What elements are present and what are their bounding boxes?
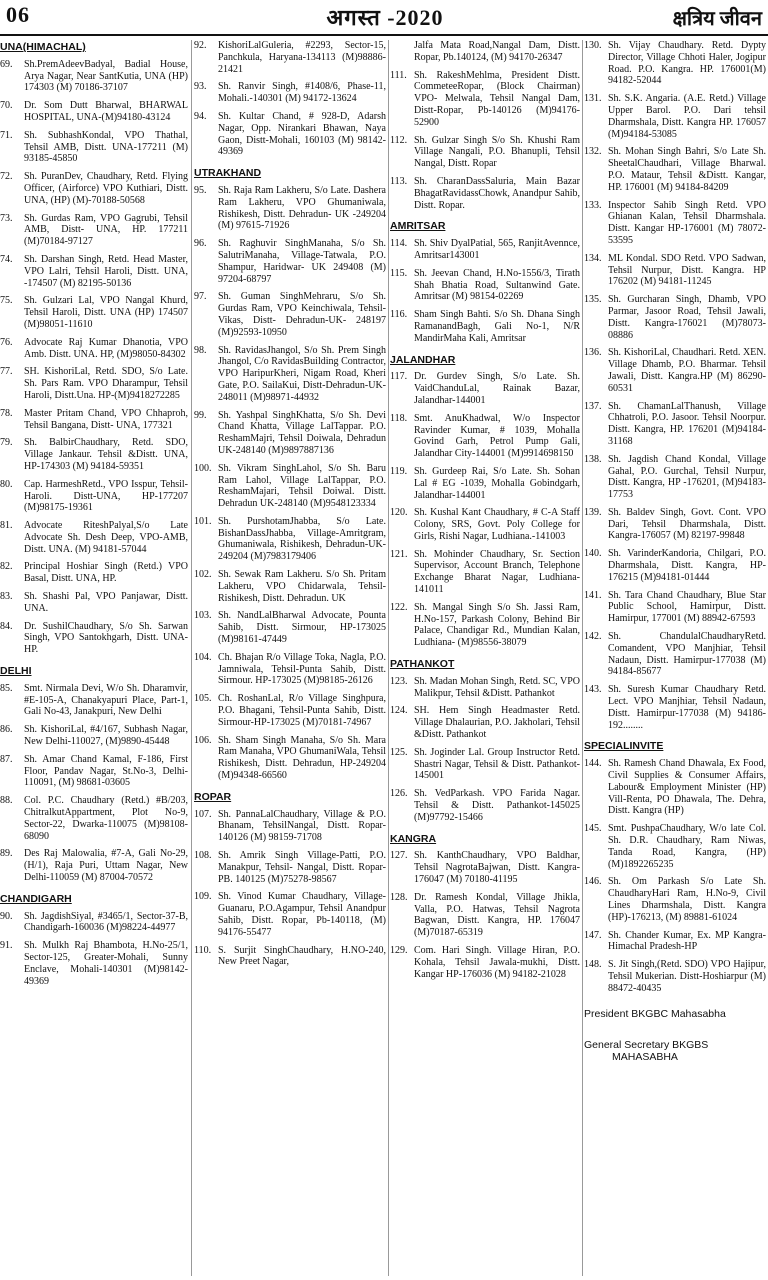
member-entry xyxy=(584,347,766,394)
entry-text: Sh. RavidasJhangol, S/o Sh. Prem Singh Jhangol, C/o RavidasBuilding Contractor, VPO HaripurKheri, Nigam Road, Kheri Gate, P.O. SailaKui, Distt-Dehradun-UK-248011 (M)98971-44932 xyxy=(218,344,386,403)
entry-number: 110. xyxy=(194,944,212,956)
entry-text: Sh. Gulzari Lal, VPO Nangal Khurd, Tehsil Haroli, Distt. UNA (HP) 174507 (M)98051-11610 xyxy=(24,295,188,330)
entry-number: 142. xyxy=(584,631,602,643)
member-entry xyxy=(194,735,386,782)
member-entry xyxy=(0,621,188,656)
column-4 xyxy=(584,40,766,1276)
entry-text: Sh. S.K. Angaria. (A.E. Retd.) Village Upper Barol. P.O. Dari tehsil Dharmshala, Distt. Kangra HP. 176057 (M)94184-53085 xyxy=(608,93,766,140)
member-entry xyxy=(0,337,188,361)
section-heading: SPECIALINVITE xyxy=(584,740,664,753)
entry-number: 126. xyxy=(390,788,408,800)
member-entry xyxy=(0,171,188,206)
member-entry xyxy=(584,684,766,731)
entry-number: 122. xyxy=(390,601,408,613)
entry-text: Sh. Shashi Pal, VPO Panjawar, Distt. UNA. xyxy=(24,591,188,614)
entry-text: Sh. Amrik Singh Village-Patti, P.O. Manakpur, Tehsil- Nangal, Distt. Ropar- PB. 140125 (M)75278-98567 xyxy=(218,850,386,885)
member-entry xyxy=(194,410,386,457)
member-entry xyxy=(584,401,766,448)
entry-text: Des Raj Malowalia, #7-A, Gali No-29, (H/1), Raja Puri, Uttam Nagar, New Delhi-110059 (M) 87004-70572 xyxy=(24,848,188,884)
member-entry xyxy=(0,561,188,585)
member-entry xyxy=(0,254,188,289)
entry-number: 72. xyxy=(0,171,13,183)
entry-text: Sh. VedParkash. VPO Farida Nagar. Tehsil & Distt. Pathankot-145025 (M)97792-15466 xyxy=(414,788,580,823)
member-entry xyxy=(390,176,580,211)
entry-number: 106. xyxy=(194,734,212,746)
entry-text: Sh. Yashpal SinghKhatta, S/o Sh. Devi Chand Khatta, Village LalTappar. P.O. ReshamMajri, Tehsil Doiwala, Dehradun UK-248140 (M)9897887136 xyxy=(218,409,386,456)
member-entry xyxy=(390,309,580,344)
entry-text: Smt. Nirmala Devi, W/o Sh. Dharamvir, #E-105-A, Chanakyapuri Place, Part-1, Gali No-43, Janakpuri, New Delhi xyxy=(24,682,188,718)
section-heading: CHANDIGARH xyxy=(0,892,72,905)
entry-number: 128. xyxy=(390,891,408,903)
member-entry xyxy=(390,466,580,501)
entry-number: 77. xyxy=(0,366,13,378)
entry-number: 133. xyxy=(584,199,602,211)
entry-number: 85. xyxy=(0,682,13,694)
column-divider xyxy=(191,40,192,1276)
entry-number: 139. xyxy=(584,506,602,518)
member-entry xyxy=(390,676,580,700)
entry-number: 109. xyxy=(194,891,212,903)
entry-text: Sh. Suresh Kumar Chaudhary Retd. Lect. VPO Manjhiar, Tehsil Nadaun, Distt. Hamirpur-177038 (M) 94186-192........ xyxy=(608,684,766,731)
entry-number: 145. xyxy=(584,823,602,835)
member-entry xyxy=(0,479,188,514)
member-entry xyxy=(390,238,580,262)
entry-text: Sh. Raghuvir SinghManaha, S/o Sh. SalutriManaha, Village-Tatwala, P.O. Shampur, Haridwar- UK 249408 (M) 97204-68797 xyxy=(218,238,386,285)
entry-text: Sh. Kushal Kant Chaudhary, # C-A Staff Colony, SRS, Govt. Poly College for Girls, Rishi Nagar, Ludhiana.-141003 xyxy=(414,507,580,542)
page-number: 06 xyxy=(6,2,30,27)
entry-number: 99. xyxy=(194,409,207,421)
entry-number: 137. xyxy=(584,400,602,412)
entry-text: Sh. PurshotamJhabba, S/o Late. BishanDassJhabba, Village-Amritgram, Ghumaniwala, Rishikesh, Dehradun-UK-249204 (M)7983179406 xyxy=(218,515,386,563)
entry-text: Sh. Shiv DyalPatial, 565, RanjitAvennce, Amritsar143001 xyxy=(414,238,580,261)
entry-text: Sh. BalbirChaudhary, Retd. SDO, Village Jankaur. Tehsil &Distt. UNA, HP-174303 (M) 94184-59351 xyxy=(24,437,188,472)
member-entry xyxy=(584,40,766,87)
member-entry xyxy=(194,569,386,604)
entry-text: Sh. Ranvir Singh, #1408/6, Phase-11, Mohali.-140301 (M) 94172-13624 xyxy=(218,81,386,105)
entry-text: Sh. Guman SinghMehraru, S/o Sh. Gurdas Ram, VPO Keinchiwala, Tehsil-Vikas, Distt- Dehradun-UK- 248197 (M)92593-10950 xyxy=(218,291,386,338)
entry-number: 86. xyxy=(0,724,13,736)
member-entry xyxy=(0,408,188,432)
entry-number: 98. xyxy=(194,344,207,356)
issue-date: अगस्त -2020 xyxy=(326,5,444,30)
member-entry xyxy=(390,413,580,460)
entry-number: 117. xyxy=(390,371,408,383)
member-entry xyxy=(194,809,386,844)
entry-text: SH. KishoriLal, Retd. SDO, S/o Late. Sh. Pars Ram. VPO Dharampur, Tehsil Haroli, Distt.Una. HP-(M)9418272285 xyxy=(24,366,188,401)
member-entry xyxy=(0,754,188,789)
member-entry xyxy=(390,507,580,542)
entry-number: 95. xyxy=(194,184,207,196)
entry-number: 143. xyxy=(584,684,602,696)
entry-number: 124. xyxy=(390,705,408,717)
entry-number: 116. xyxy=(390,309,408,321)
entry-text: Com. Hari Singh. Village Hiran, P.O. Kohala, Tehsil Jawala-mukhi, Distt. Kangar HP-176036 (M) 94182-21028 xyxy=(414,945,580,980)
entry-text: Sh. Darshan Singh, Retd. Head Master, VPO Lalri, Tehsil Haroli, Distt. UNA, -174507 (M) 82195-50136 xyxy=(24,253,188,289)
entry-text: Dr. Gurdev Singh, S/o Late. Sh. VaidChanduLal, Rainak Bazar, Jalandhar-144001 xyxy=(414,371,580,406)
entry-number: 147. xyxy=(584,929,602,941)
entry-number: 108. xyxy=(194,850,212,862)
entry-number: 79. xyxy=(0,437,13,449)
entry-text: Sh. Mohinder Chaudhary, Sr. Section Supervisor, Account Branch, Telephone Exchange Bharat Nagar, Ludhiana-141011 xyxy=(414,548,580,596)
member-entry xyxy=(390,70,580,129)
member-entry xyxy=(194,610,386,645)
secretary-signature-line2: MAHASABHA xyxy=(612,1051,678,1064)
member-entry xyxy=(194,81,386,105)
member-entry xyxy=(0,295,188,330)
member-entry xyxy=(584,454,766,501)
entry-text: Ch. RoshanLal, R/o Village Singhpura, P.O. Bhagani, Tehsil-Punta Sahib, Distt. Sirmour-HP-173025 (M)70181-74967 xyxy=(218,693,386,728)
entry-text: Sh. Vijay Chaudhary. Retd. Dypty Director, Village Chhoti Haler, Jogipur Road. P.O. Kangra. HP. 176001(M) 94182-52044 xyxy=(608,40,766,87)
entry-number: 104. xyxy=(194,651,212,663)
entry-text: KishoriLalGuleria, #2293, Sector-15, Panchkula, Haryana-134113 (M)98886-21421 xyxy=(218,40,386,75)
section-heading: PATHANKOT xyxy=(390,658,455,671)
entry-text: Sh.PremAdeevBadyal, Badial House, Arya Nagar, Near SantKutia, UNA (HP) 174303 (M) 70186-37107 xyxy=(24,58,188,94)
member-entry xyxy=(390,371,580,406)
entry-number: 130. xyxy=(584,40,602,51)
entry-number: 134. xyxy=(584,252,602,264)
entry-number: 114. xyxy=(390,238,408,250)
entry-number: 146. xyxy=(584,876,602,888)
member-entry xyxy=(584,294,766,341)
entry-number: 93. xyxy=(194,81,207,93)
entry-number: 69. xyxy=(0,58,13,70)
member-entry xyxy=(584,876,766,923)
entry-text: Smt. AnuKhadwal, W/o Inspector Ravinder Kumar, # 1039, Mohalla Govind Garh, Petrol Pump Gali, Jalandhar City-144001 (M)9914698150 xyxy=(414,412,580,460)
entry-text: Sh. Vikram SinghLahol, S/o Sh. Baru Ram Lahol, Village LalTappar, P.O. ReshamMajari, Tehsil Doiwal. Distt. Dehradun UK-248140 (M)9548123334 xyxy=(218,462,386,510)
member-entry xyxy=(584,631,766,678)
entry-text: Sh. Baldev Singh, Govt. Cont. VPO Dari, Tehsil Dharmshala, Distt. Kangra-176057 (M) 82197-99848 xyxy=(608,506,766,542)
member-entry xyxy=(0,911,188,935)
entry-text: Advocate Raj Kumar Dhanotia, VPO Amb. Distt. UNA. HP, (M)98050-84302 xyxy=(24,336,188,360)
entry-text: Sh. PannaLalChaudhary, Village & P.O. Bhanam, TehsilNangal, Distt. Ropar-140126 (M) 98159-71708 xyxy=(218,808,386,844)
member-entry xyxy=(0,683,188,718)
entry-number: 129. xyxy=(390,945,408,956)
member-entry xyxy=(0,520,188,555)
entry-text: Sh. Chander Kumar, Ex. MP Kangra-Himachal Pradesh-HP xyxy=(608,929,766,953)
member-entry xyxy=(390,850,580,885)
entry-text: Sh. NandLalBharwal Advocate, Pounta Sahib, Distt. Sirmour, HP-173025 (M)98161-47449 xyxy=(218,610,386,646)
entry-number: 92. xyxy=(194,40,207,51)
entry-number: 96. xyxy=(194,238,207,250)
member-entry xyxy=(194,463,386,510)
member-entry xyxy=(390,549,580,596)
entry-number: 70. xyxy=(0,100,13,112)
member-entry xyxy=(390,788,580,823)
entry-number: 141. xyxy=(584,589,602,601)
member-entry xyxy=(584,959,766,994)
entry-number: 80. xyxy=(0,478,13,490)
entry-text: Sh. Tara Chand Chaudhary, Blue Star Public School, Hamirpur, Distt. Hamirpur, 177001 (M) 88942-67593 xyxy=(608,589,766,625)
entry-text: Sh. ChamanLalThanush, Village Chhatroli, P.O. Jasoor. Tehsil Noorpur. Distt. Kangra, HP. 176201 (M)94184-31168 xyxy=(608,400,766,447)
member-entry xyxy=(584,253,766,288)
entry-number: 148. xyxy=(584,959,602,971)
entry-text: S. Jit Singh,(Retd. SDO) VPO Hajipur, Tehsil Mukerian. Distt-Hoshiarpur (M) 88472-40435 xyxy=(608,959,766,994)
entry-text: Sh. Madan Mohan Singh, Retd. SC, VPO Malikpur, Tehsil &Distt. Pathankot xyxy=(414,675,580,699)
entry-number: 119. xyxy=(390,465,408,477)
member-entry xyxy=(194,891,386,938)
member-entry xyxy=(194,945,386,969)
entry-number: 71. xyxy=(0,129,13,141)
entry-text: Smt. PushpaChaudhary, W/o late Col. Sh. D.R. Chaudhary, Ram Niwas, Tanda Road, Kangra, (HP)(M)1892265235 xyxy=(608,823,766,870)
entry-text: Sh. Amar Chand Kamal, F-186, First Floor, Pandav Nagar, St.No-3, Delhi-110091, (M) 98681-03605 xyxy=(24,753,188,789)
member-entry xyxy=(0,591,188,615)
member-entry xyxy=(0,437,188,472)
entry-number: 74. xyxy=(0,253,13,265)
member-entry xyxy=(194,238,386,285)
member-entry xyxy=(194,516,386,563)
entry-number: 127. xyxy=(390,850,408,862)
member-entry xyxy=(390,705,580,740)
entry-text: Ch. Bhajan R/o Village Toka, Nagla, P.O. Jamniwala, Tehsil-Punta Sahib, Distt. Sirmour. HP-173025 (M)98185-26126 xyxy=(218,651,386,687)
entry-number: 100. xyxy=(194,462,212,474)
member-entry xyxy=(0,795,188,842)
entry-number: 102. xyxy=(194,569,212,581)
entry-number: 140. xyxy=(584,548,602,560)
entry-number: 91. xyxy=(0,940,13,952)
column-4-items xyxy=(584,40,766,995)
entry-text: Sh. Sewak Ram Lakheru. S/o Sh. Pritam Lakheru, VPO Chidarwala, Tehsil-Rishikesh, Distt. Dehradun. UK xyxy=(218,569,386,604)
entry-number: 87. xyxy=(0,753,13,765)
entry-text: Sh. KishoriLal, #4/167, Subhash Nagar, New Delhi-110027, (M)9890-45448 xyxy=(24,724,188,748)
entry-text: Sh. PuranDev, Chaudhary, Retd. Flying Officer, (Airforce) VPO Kuthiari, Distt. UNA, (HP) (M)-70188-50568 xyxy=(24,171,188,206)
entry-text: Sh. Gulzar Singh S/o Sh. Khushi Ram Village Nangali, P.O. Bhanupli, Tehsil Nangal, Distt. Ropar xyxy=(414,134,580,170)
member-entry xyxy=(584,930,766,954)
section-heading: JALANDHAR xyxy=(390,353,456,366)
column-divider xyxy=(388,40,389,1276)
entry-text: Master Pritam Chand, VPO Chhaproh, Tehsil Bangana, Distt- UNA, 177321 xyxy=(24,407,188,431)
entry-number: 89. xyxy=(0,848,13,860)
column-1 xyxy=(0,40,188,1276)
entry-number: 76. xyxy=(0,336,13,348)
entry-number: 144. xyxy=(584,758,602,770)
entry-number: 135. xyxy=(584,294,602,306)
member-entry xyxy=(584,507,766,542)
member-entry xyxy=(194,850,386,885)
entry-text: Col. P.C. Chaudhary (Retd.) #B/203, ChitralkutAppartment, Plot No-9, Sector-22, Dwarka-110075 (M)98108-68090 xyxy=(24,795,188,842)
entry-number: 103. xyxy=(194,610,212,622)
member-entry xyxy=(584,758,766,817)
entry-text: Sh. Sham Singh Manaha, S/o Sh. Mara Ram Manaha, VPO GhumaniWala, Tehsil Rishikesh, Distt. Dehradun, HP-249204 (M)94348-66560 xyxy=(218,734,386,782)
entry-number: 131. xyxy=(584,93,602,105)
entry-text: Sh. Mangal Singh S/o Sh. Jassi Ram, H.No-157, Parkash Colony, Behind Bir Palace, Chandigar Rd., Mundian Kalan, Ludhiana- (M)98556-38079 xyxy=(414,601,580,649)
entry-text: S. Surjit SinghChaudhary, H.NO-240, New Preet Nagar, xyxy=(218,944,386,968)
entry-text: Sh. KishoriLal, Chaudhari. Retd. XEN. Village Dhamb, P.O. Bharmar. Tehsil Jawali, Distt. Kangra.HP (M) 86290-60531 xyxy=(608,347,766,394)
entry-text: Principal Hoshiar Singh (Retd.) VPO Basal, Distt. UNA, HP. xyxy=(24,561,188,585)
member-entry xyxy=(0,848,188,883)
member-entry xyxy=(390,602,580,649)
entry-number: 84. xyxy=(0,620,13,632)
member-entry xyxy=(390,747,580,782)
entry-text: Sh. Joginder Lal. Group Instructor Retd. Shastri Nagar, Tehsil & Distt. Pathankot-145001 xyxy=(414,746,580,782)
entry-continuation: Jalfa Mata Road,Nangal Dam, Distt. Ropar, Pb.140124, (M) 94170-26347 xyxy=(414,40,580,63)
member-entry xyxy=(194,40,386,75)
member-entry xyxy=(584,200,766,247)
entry-number: 120. xyxy=(390,507,408,519)
member-entry xyxy=(0,130,188,165)
member-entry xyxy=(194,693,386,728)
member-entry xyxy=(390,892,580,939)
entry-number: 123. xyxy=(390,675,408,687)
entry-number: 136. xyxy=(584,347,602,359)
entry-number: 75. xyxy=(0,295,13,307)
entry-number: 73. xyxy=(0,212,13,224)
entry-number: 112. xyxy=(390,134,408,146)
entry-number: 88. xyxy=(0,795,13,807)
entry-number: 111. xyxy=(390,69,407,81)
member-entry xyxy=(584,590,766,625)
member-entry xyxy=(194,185,386,232)
entry-number: 83. xyxy=(0,591,13,603)
entry-text: Dr. Som Dutt Bharwal, BHARWAL HOSPITAL, UNA-(M)94180-43124 xyxy=(24,100,188,123)
entry-text: Sham Singh Bahti. S/o Sh. Dhana Singh RamanandBagh, Gali No-1, N/R MandirMaha Kali, Amritsar xyxy=(414,309,580,344)
member-entry xyxy=(194,111,386,158)
member-entry xyxy=(584,548,766,583)
entry-number: 90. xyxy=(0,910,13,922)
entry-text: Sh. ChandulalChaudharyRetd. Comandent, VPO Manjhiar, Tehsil Nadaun, Distt. Hamirpur-177038 (M) 94184-85677 xyxy=(608,631,766,678)
entry-number: 125. xyxy=(390,746,408,758)
entry-text: Sh. Gurcharan Singh, Dhamb, VPO Parmar, Jasoor Road, Tehsil Jawali, Distt. Kangra-176021 (M)78073-08886 xyxy=(608,294,766,341)
entry-number: 82. xyxy=(0,561,13,573)
column-3 xyxy=(390,40,580,1276)
signature-block xyxy=(584,1009,766,1064)
member-entry xyxy=(584,146,766,193)
entry-number: 78. xyxy=(0,407,13,419)
president-signature: President BKGBC Mahasabha xyxy=(584,1007,726,1020)
entry-number: 101. xyxy=(194,515,212,527)
entry-text: Sh. Om Parkash S/o Late Sh. ChaudharyHari Ram, H.No-9, Civil Lines Dharmshala, Distt. Kangra (HP)-176213, (M) 89881-61024 xyxy=(608,876,766,923)
member-entry xyxy=(0,940,188,987)
publication-title: क्षत्रिय जीवन xyxy=(672,8,762,30)
entry-text: Dr. SushilChaudhary, S/o Sh. Sarwan Singh, VPO Santokhgarh, Distt. UNA-HP. xyxy=(24,620,188,656)
entry-text: Sh. Gurdeep Rai, S/o Late. Sh. Sohan Lal # EG -1039, Mohalla Gobindgarh, Jalandhar-144001 xyxy=(414,465,580,501)
member-entry xyxy=(0,366,188,401)
section-heading: DELHI xyxy=(0,665,32,678)
entry-number: 105. xyxy=(194,693,212,705)
entry-text: SH. Hem Singh Headmaster Retd. Village Dhalaurian, P.O. Jakholari, Tehsil &Distt. Pathankot xyxy=(414,705,580,741)
entry-number: 115. xyxy=(390,267,408,279)
column-divider xyxy=(582,40,583,1276)
member-entry xyxy=(584,823,766,870)
member-entry xyxy=(194,291,386,338)
member-entry xyxy=(0,59,188,94)
member-entry xyxy=(194,345,386,404)
section-heading: AMRITSAR xyxy=(390,220,446,233)
entry-text: Cap. HarmeshRetd., VPO Isspur, Tehsil-Haroli. Distt-UNA, HP-177207 (M)98175-19361 xyxy=(24,478,188,514)
entry-number: 94. xyxy=(194,110,207,122)
member-entry xyxy=(584,93,766,140)
entry-number: 107. xyxy=(194,808,212,820)
entry-text: Sh. JagdishSiyal, #3465/1, Sector-37-B, Chandigarh-160036 (M)98224-44977 xyxy=(24,910,188,934)
entry-text: Sh. Raja Ram Lakheru, S/o Late. Dashera Ram Lakheru, VPO Ghumaniwala, Rishikesh, Distt. Dehradun- UK -249204 (M) 97615-71926 xyxy=(218,184,386,232)
entry-text: Sh. Mulkh Raj Bhambota, H.No-25/1, Sector-125, Greater-Mohali, Sunny Enclave, Mohali-140301 (M)98142-49369 xyxy=(24,940,188,987)
entry-number: 81. xyxy=(0,520,13,532)
entry-text: Sh. KanthChaudhary, VPO Baldhar, Tehsil NagrotaBajwan, Distt. Kangra-176047 (M) 70180-41195 xyxy=(414,850,580,886)
member-entry xyxy=(390,135,580,170)
entry-number: 132. xyxy=(584,146,602,158)
entry-text: Sh. CharanDassSaluria, Main Bazar BhagatRavidassChowk, Anandpur Sahib, Distt. Ropar. xyxy=(414,175,580,211)
entry-number: 138. xyxy=(584,453,602,465)
secretary-signature: General Secretary BKGBS xyxy=(584,1039,709,1052)
entry-number: 97. xyxy=(194,291,207,303)
column-2 xyxy=(194,40,386,1276)
entry-number: 121. xyxy=(390,548,408,560)
member-entry xyxy=(0,100,188,124)
member-entry xyxy=(390,945,580,980)
member-entry xyxy=(0,724,188,748)
entry-text: Sh. Jagdish Chand Kondal, Village Gahal, P.O. Gurchal, Tehsil Nurpur, Distt. Kangra, HP -176201, (M)94183-17753 xyxy=(608,453,766,501)
member-entry xyxy=(0,213,188,248)
entry-text: Advocate RiteshPalyal,S/o Late Advocate Sh. Desh Deep, VPO-AMB, Distt. UNA. (M) 94181-57044 xyxy=(24,520,188,555)
section-heading: ROPAR xyxy=(194,790,232,803)
section-heading: KANGRA xyxy=(390,832,437,845)
entry-text: Sh. Ramesh Chand Dhawala, Ex Food, Civil Supplies & Consumer Affairs, Labour& Employment Minister (HP) Vill-Renta, PO Dhawala, The. Dehra, Distt. Kangra (HP) xyxy=(608,758,766,817)
entry-text: Sh. Mohan Singh Bahri, S/o Late Sh. SheetalChaudhari, Village Bharwal. P.O. Mataur, Tehsil &Distt. Kangar, HP. 176001 (M) 94184-84209 xyxy=(608,146,766,193)
entry-text: ML Kondal. SDO Retd. VPO Sadwan, Tehsil Nurpur, Distt. Kangra. HP 176202 (M) 94181-11245 xyxy=(608,252,766,288)
page-header xyxy=(0,0,768,36)
entry-text: Dr. Ramesh Kondal, Village Jhikla, Valla, P.O. Hatwas, Tehsil Nagrota Bagwan, Distt. Kangra, HP. 176047 (M)70187-65319 xyxy=(414,891,580,939)
section-heading: UTRAKHAND xyxy=(194,167,262,180)
entry-text: Sh. Gurdas Ram, VPO Gagrubi, Tehsil AMB, Distt- UNA, HP. 177211 (M)70184-97127 xyxy=(24,212,188,248)
entry-text: Sh. Vinod Kumar Chaudhary, Village-Guanaru, P.O.Agampur, Tehsil Anandpur Sahib, Distt. Ropar, Pb-140118, (M) 94176-55477 xyxy=(218,891,386,938)
entry-text: Sh. VarinderKandoria, Chilgari, P.O. Dharmshala, Distt. Kangra, HP-176215 (M)94181-01444 xyxy=(608,548,766,583)
member-entry xyxy=(390,268,580,303)
entry-number: 113. xyxy=(390,175,408,187)
section-heading: UNA(HIMACHAL) xyxy=(0,41,86,53)
entry-number: 118. xyxy=(390,412,408,424)
entry-text: Sh. RakeshMehlma, President Distt. CommeteeRopar, (Block Chairman) VPO- Melwala, Tehsil Nangal Dam, Distt-Ropar, Pb-140126 (M)94176-52900 xyxy=(414,69,580,128)
entry-text: Inspector Sahib Singh Retd. VPO Ghianan Kalan, Tehsil Dharmshala. Distt. Kangar HP-176001 (M) 78072-53595 xyxy=(608,199,766,246)
entry-text: Sh. SubhashKondal, VPO Thathal, Tehsil AMB, Distt. UNA-177211 (M) 93185-45850 xyxy=(24,129,188,165)
entry-text: Sh. Jeevan Chand, H.No-1556/3, Tirath Shah Bhatia Road, Sultanwind Gate. Amritsar (M) 98154-02269 xyxy=(414,267,580,303)
entry-text: Sh. Kultar Chand, # 928-D, Adarsh Nagar, Opp. Nirankari Bhawan, Naya Gaon, Distt-Mohali, 160103 (M) 98142-49369 xyxy=(218,110,386,158)
member-entry xyxy=(194,652,386,687)
